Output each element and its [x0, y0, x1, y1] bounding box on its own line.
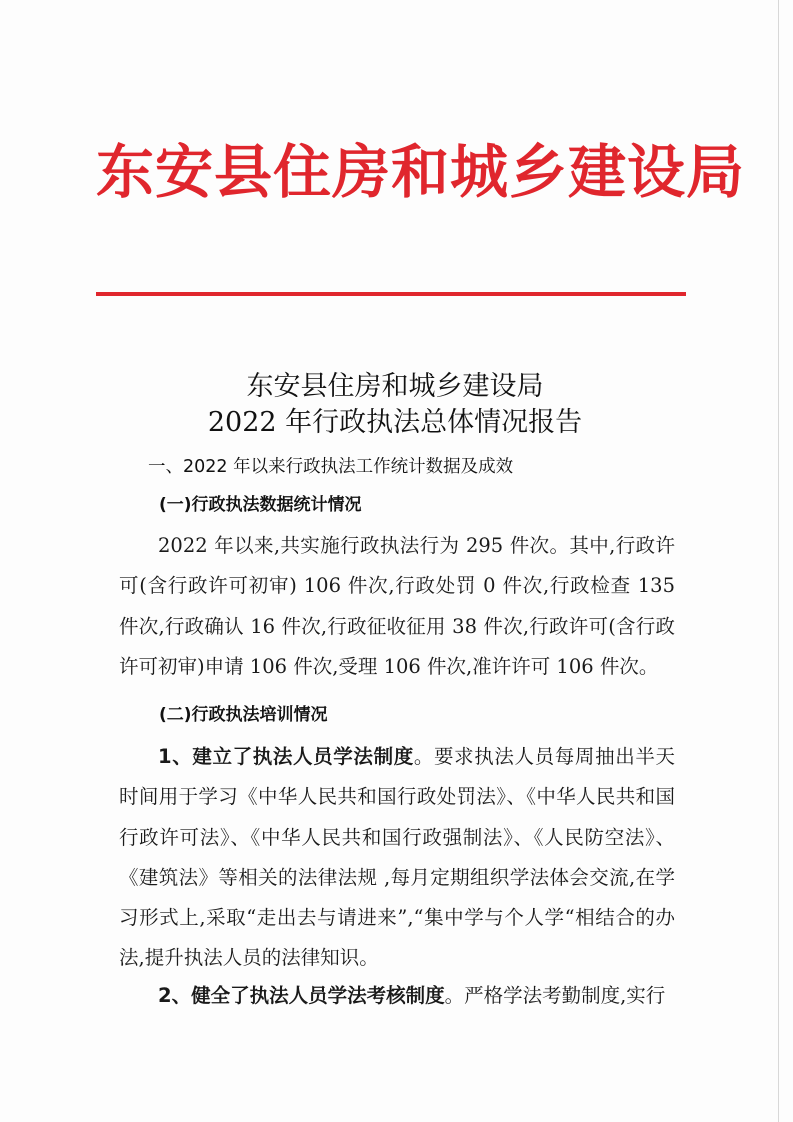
- report-title-line1: 东安县住房和城乡建设局: [246, 371, 544, 402]
- subsection1-paragraph: 2022 年以来,共实施行政执法行为 295 件次。其中,行政许可(含行政许可初审) 106 件次,行政处罚 0 件次,行政检查 135 件次,行政确认 16 件次,行政征收征用 38 件次,行政许可(含行政许可初审)申请 106 件次,受理 106 件次,准许许可 106 件次。: [119, 534, 675, 678]
- letterhead-org-name: 东安县住房和城乡建设局: [96, 138, 746, 206]
- training-item1-lead: 1、建立了执法人员学法制度: [158, 745, 414, 768]
- letterhead-red-rule: [96, 292, 686, 296]
- training-item1-paragraph: [119, 737, 675, 979]
- report-title-line2: 2022 年行政执法总体情况报告: [207, 407, 583, 438]
- page-edge: [778, 0, 779, 1122]
- subsection1-heading: (一)行政执法数据统计情况: [159, 495, 362, 515]
- training-item2-paragraph: [119, 976, 675, 1016]
- training-item2-lead: 2、健全了执法人员学法考核制度: [158, 984, 445, 1007]
- training-item1-body: 。要求执法人员每周抽出半天时间用于学习《中华人民共和国行政处罚法》、《中华人民共和国行政许可法》、《中华人民共和国行政强制法》、《人民防空法》、《建筑法》等相关的法律法规 ,每月定期组织学法体会交流,在学习形式上,采取“走出去与请进来”,“集中学与个人学“相结合的办法,提升执法人员的法律知识。: [119, 745, 675, 970]
- training-item2-body: 。严格学法考勤制度,实行: [444, 984, 666, 1007]
- section1-heading: 一、2022 年以来行政执法工作统计数据及成效: [148, 457, 514, 477]
- subsection2-heading: (二)行政执法培训情况: [159, 705, 328, 725]
